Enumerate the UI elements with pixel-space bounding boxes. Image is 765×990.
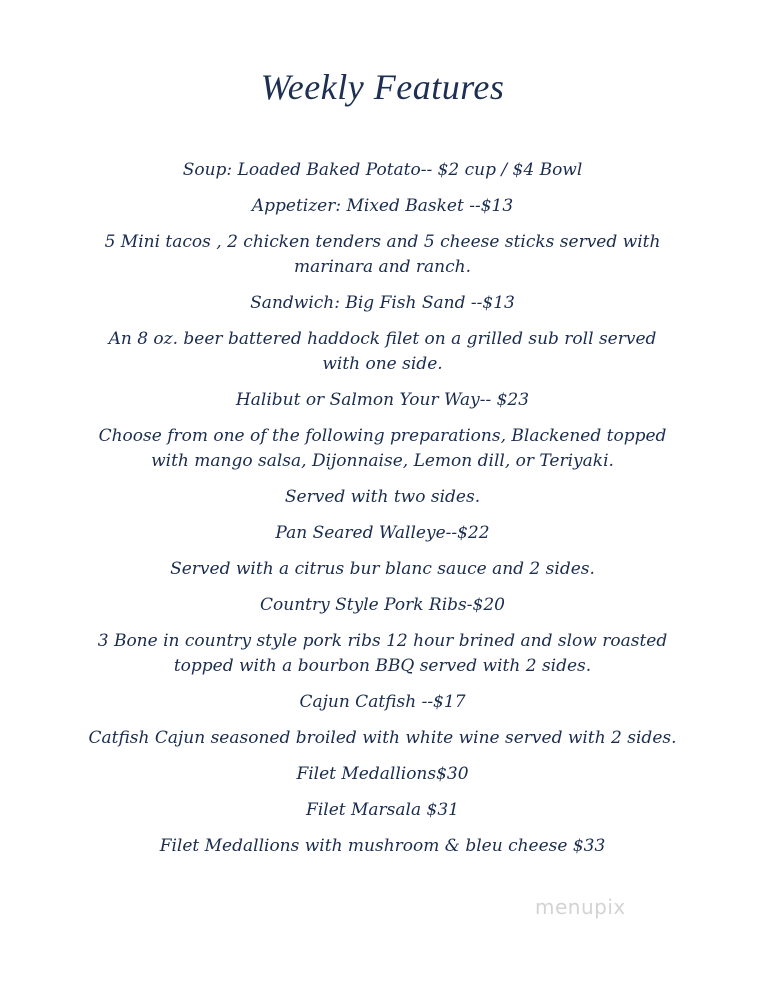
menu-list (40, 158, 725, 859)
sandwich-description-line-1: An 8 oz. beer battered haddock filet on a grilled sub roll served (108, 329, 657, 349)
halibut-description-line-3: Served with two sides. (284, 487, 481, 507)
appetizer-title: Appetizer: Mixed Basket --$13 (251, 196, 514, 216)
halibut-description-line-2: with mango salsa, Dijonnaise, Lemon dill, or Teriyaki. (151, 451, 614, 471)
sandwich-description-line-2: with one side. (322, 354, 443, 374)
halibut-description-line-1: Choose from one of the following preparations, Blackened topped (98, 426, 667, 446)
catfish-description: Catfish Cajun seasoned broiled with white wine served with 2 sides. (88, 728, 677, 748)
ribs-title: Country Style Pork Ribs-$20 (260, 595, 505, 615)
sandwich-title: Sandwich: Big Fish Sand --$13 (250, 293, 515, 313)
appetizer-description-line-2: marinara and ranch. (293, 257, 472, 277)
filet-marsala-item: Filet Marsala $31 (306, 800, 459, 820)
soup-item: Soup: Loaded Baked Potato-- $2 cup / $4 Bowl (182, 160, 583, 180)
filet-medallions-item: Filet Medallions$30 (296, 764, 469, 784)
page-title: Weekly Features (260, 67, 505, 107)
filet-bleu-cheese-item: Filet Medallions with mushroom & bleu cheese $33 (159, 836, 606, 856)
walleye-description: Served with a citrus bur blanc sauce and 2 sides. (170, 559, 595, 579)
walleye-title: Pan Seared Walleye--$22 (275, 523, 490, 543)
menupix-watermark: menupix (535, 895, 626, 919)
catfish-title: Cajun Catfish --$17 (299, 692, 466, 712)
ribs-description-line-2: topped with a bourbon BBQ served with 2 sides. (173, 656, 592, 676)
ribs-description-line-1: 3 Bone in country style pork ribs 12 hour brined and slow roasted (97, 631, 668, 651)
halibut-title: Halibut or Salmon Your Way-- $23 (235, 390, 530, 410)
appetizer-description-line-1: 5 Mini tacos , 2 chicken tenders and 5 cheese sticks served with (104, 232, 661, 252)
